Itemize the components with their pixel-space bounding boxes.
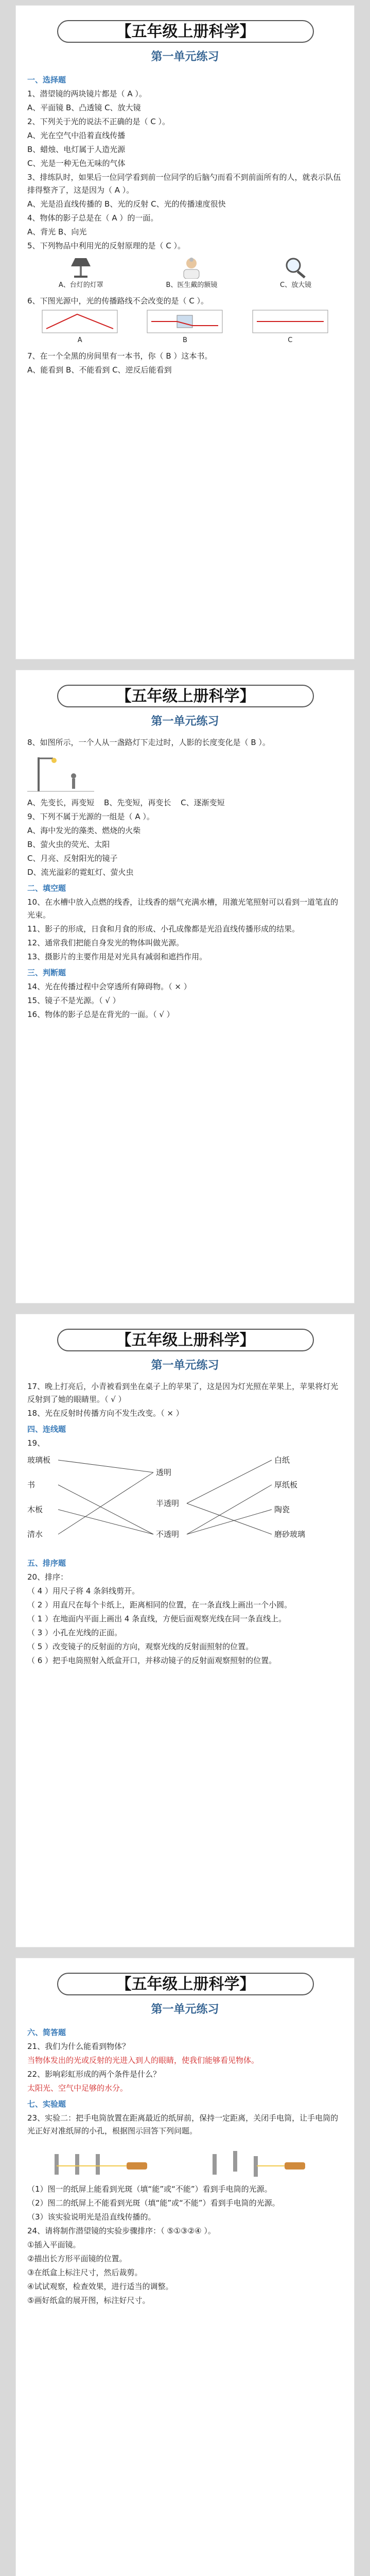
- option: C、月亮、反射阳光的镜子: [27, 854, 118, 863]
- match-left: 木板: [27, 1505, 43, 1514]
- step: ③在纸盒上标注尺寸，然后裁剪。: [27, 2268, 143, 2277]
- page-subtitle: 第一单元练习: [151, 1359, 219, 1372]
- options: A、能看到 B、不能看到 C、逆反后能看到: [27, 365, 172, 375]
- option: D、流光溢彩的霓虹灯、萤火虫: [27, 868, 134, 877]
- page-4: [15, 1958, 355, 2576]
- option-label: C: [288, 336, 293, 344]
- step: （ 6 ）把手电筒照射入纸盒开口，并移动镜子的反射面观察照射的位置。: [27, 1656, 277, 1665]
- question: 22、影响彩虹形成的两个条件是什么？: [27, 2070, 161, 2079]
- question: 8、如图所示，一个人从一盏路灯下走过时，人影的长度变化是（ B ）。: [27, 738, 270, 747]
- option: B、萤火虫的荧光、太阳: [27, 840, 110, 849]
- matching-diagram: [27, 1451, 343, 1554]
- page-2: [15, 670, 355, 1303]
- question: 2、下列关于光的说法不正确的是（ C ）。: [27, 117, 170, 126]
- match-mid: 半透明: [156, 1499, 180, 1508]
- match-lines: [27, 1451, 344, 1554]
- page-title: 【五年级上册科学】: [57, 685, 314, 707]
- option: A、海中发光的藻类、燃烧的火柴: [27, 826, 141, 835]
- step: ⑤画好纸盒的展开图，标注好尺寸。: [27, 2296, 150, 2305]
- match-right: 厚纸板: [274, 1480, 298, 1489]
- question: 14、光在传播过程中会穿透所有障碍物。（ × ）: [27, 982, 191, 991]
- step: （ 2 ）用直尺在每个卡纸上，距离相同的位置，在一条直线上画出一个小圆。: [27, 1600, 292, 1609]
- step: ①插入平面镜。: [27, 2240, 81, 2249]
- step: （ 3 ）小孔在光线的正面。: [27, 1628, 122, 1637]
- page-subtitle: 第一单元练习: [151, 715, 219, 728]
- option-label: A: [77, 336, 82, 344]
- section-heading: 五、排序题: [27, 1558, 66, 1568]
- question: 15、镜子不是光源。（ √ ）: [27, 996, 120, 1005]
- options: A、背光 B、向光: [27, 227, 87, 236]
- page-title: 【五年级上册科学】: [57, 20, 314, 43]
- question: 21、我们为什么能看到物体？: [27, 2042, 130, 2051]
- light-path-diagram-b: [146, 309, 223, 334]
- question: 10、在水槽中放入点燃的线香，让线香的烟气充满水槽，用激光笔照射可以看到一道笔直的光束。: [27, 897, 339, 920]
- question: 7、在一个全黑的房间里有一本书，你（ B ）这本书。: [27, 351, 213, 361]
- question: （1）图一的纸屏上能看到光斑（填“能”或“不能”）看到手电筒的光源。: [27, 2184, 272, 2194]
- match-right: 磨砂玻璃: [274, 1530, 306, 1539]
- streetlamp-icon: [27, 754, 94, 793]
- figure-row: [27, 256, 343, 292]
- option-label: B、医生戴的额镜: [166, 281, 218, 289]
- question: 16、物体的影子总是在背光的一面。（ √ ）: [27, 1010, 174, 1019]
- question: 5、下列物品中利用光的反射原理的是（ C ）。: [27, 241, 186, 250]
- options: A、光是沿直线传播的 B、光的反射 C、光的传播速度很快: [27, 199, 226, 209]
- question: （3）该实验说明光是沿直线传播的。: [27, 2212, 156, 2222]
- step: ②描出长方形平面镜的位置。: [27, 2254, 127, 2263]
- page-3: [15, 1314, 355, 1947]
- option: B、蜡烛、电灯属于人造光源: [27, 145, 126, 154]
- lamp-figure: [59, 256, 103, 292]
- question: 19、: [27, 1438, 45, 1448]
- light-path-figure: [146, 309, 223, 347]
- light-path-diagram-a: [41, 309, 118, 334]
- question: 17、晚上打亮后，小青被看到坐在桌子上的苹果了，这是因为灯光照在苹果上，苹果将灯光反射到了她的眼睛里。（ √ ）: [27, 1382, 339, 1404]
- match-left: 玻璃板: [27, 1455, 51, 1465]
- match-mid: 透明: [156, 1468, 172, 1477]
- question: 11、影子的形成，日食和月食的形成、小孔成像都是光沿直线传播形成的结果。: [27, 924, 300, 934]
- match-right: 白纸: [274, 1455, 290, 1465]
- section-heading: 四、连线题: [27, 1425, 66, 1434]
- option-label: B: [183, 336, 187, 344]
- options: [27, 796, 343, 809]
- question: （2）图二的纸屏上不能看到光斑（填“能”或“不能”）看到手电筒的光源。: [27, 2198, 280, 2208]
- option: A、光在空气中沿着直线传播: [27, 131, 126, 140]
- question: 3、排练队时，如果后一位同学看到前一位同学的后脑勺而看不到前面所有的人，就表示队伍排得整齐了，这是因为（ A ）。: [27, 173, 341, 195]
- question: 20、排序：: [27, 1572, 68, 1582]
- match-left: 清水: [27, 1530, 43, 1539]
- page-1: [15, 5, 355, 659]
- page-title: 【五年级上册科学】: [57, 1329, 314, 1351]
- question: 18、光在反射时传播方向不发生改变。（ × ）: [27, 1409, 184, 1418]
- option: B、先变短，再变长: [104, 798, 171, 807]
- step: （ 5 ）改变镜子的反射面的方向，观察光线的反射面照射的位置。: [27, 1642, 254, 1651]
- section-heading: 三、判断题: [27, 968, 66, 977]
- section-heading: 一、选择题: [27, 75, 66, 84]
- question: 24、请将制作潜望镜的实验步骤排序：（ ⑤①③②④ ）。: [27, 2226, 216, 2235]
- answer: 太阳光、空气中足够的水分。: [27, 2083, 128, 2093]
- step: （ 1 ）在地面内平面上画出 4 条直线，方便后面观察光线在同一条直线上。: [27, 1614, 287, 1623]
- question: 12、通常我们把能自身发光的物体叫做光源。: [27, 938, 184, 947]
- page-subtitle: 第一单元练习: [151, 2003, 219, 2016]
- match-left: 书: [27, 1480, 36, 1489]
- light-path-figure: [41, 309, 118, 347]
- doctor-icon: [177, 256, 206, 279]
- light-path-diagram-c: [252, 309, 329, 334]
- question: 13、摄影片的主要作用是对光具有减弱和遮挡作用。: [27, 952, 207, 961]
- option-label: A、台灯的灯罩: [58, 281, 103, 289]
- option: C、逐渐变短: [181, 798, 225, 807]
- doctor-figure: [166, 256, 217, 292]
- section-heading: 二、填空题: [27, 884, 66, 893]
- question: 23、实验二：把手电筒放置在距离最近的纸屏前，保持一定距离，关闭手电筒，让手电筒的光正好对准纸屏的小孔，根据图示回答下列问题。: [27, 2113, 339, 2136]
- match-right: 陶瓷: [274, 1505, 290, 1514]
- step: ④试试观察，检查效果，进行适当的调整。: [27, 2282, 173, 2291]
- question: 1、潜望镜的两块镜片都是（ A ）。: [27, 89, 147, 98]
- option: A、先变长，再变短: [27, 798, 95, 807]
- lamp-icon: [66, 256, 96, 279]
- question: 4、物体的影子总是在（ A ）的一面。: [27, 213, 158, 223]
- match-mid: 不透明: [156, 1530, 180, 1539]
- experiment-diagram-1: [49, 2149, 163, 2180]
- question: 6、下图光源中，光的传播路线不会改变的是（ C ）。: [27, 296, 209, 306]
- section-heading: 七、实验题: [27, 2099, 66, 2109]
- answer: 当物体发出的光或反射的光进入到人的眼睛，使我们能够看见物体。: [27, 2056, 259, 2065]
- figure-row: [27, 752, 343, 793]
- magnifier-figure: [280, 256, 311, 292]
- light-path-figure: [252, 309, 329, 347]
- section-heading: 六、简答题: [27, 2028, 66, 2037]
- figure-row: [27, 311, 343, 347]
- option: C、光是一种无色无味的气体: [27, 159, 126, 168]
- page-title: 【五年级上册科学】: [57, 1973, 314, 1995]
- experiment-diagram-2: [207, 2149, 321, 2180]
- option-label: C、放大镜: [280, 281, 312, 289]
- question: 9、下列不属于光源的一组是（ A ）。: [27, 812, 154, 821]
- magnifier-icon: [281, 256, 311, 279]
- step: （ 4 ）用尺子将 4 条斜线剪开。: [27, 1586, 140, 1596]
- options: A、平面镜 B、凸透镜 C、放大镜: [27, 103, 141, 112]
- figure-row: [27, 2141, 343, 2180]
- page-subtitle: 第一单元练习: [151, 50, 219, 63]
